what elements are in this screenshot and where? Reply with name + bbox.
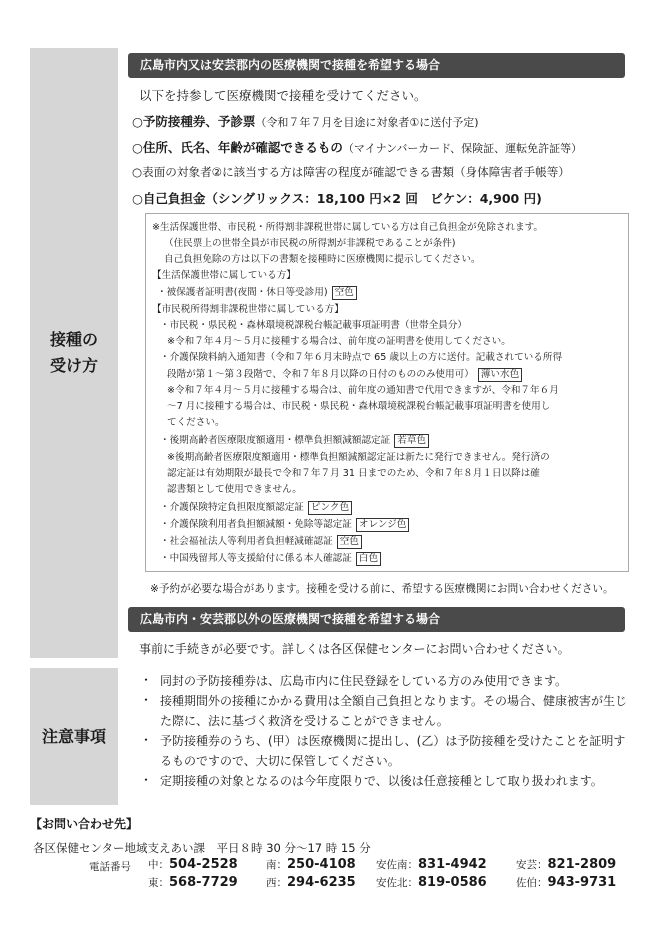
box-line: （住民票上の世帯全員が市民税の所得割が非課税であることが条件) xyxy=(164,238,456,249)
phone-entry: 佐伯：943-9731 xyxy=(516,875,617,890)
phone-entry: 中：504-2528 xyxy=(148,857,238,872)
note-bullet: ・ 同封の予防接種券は、広島市内に住民登録をしている方のみ使用できます。 xyxy=(140,673,568,688)
box-line: ・社会福祉法人等利用者負担軽減確認証 空色 xyxy=(160,535,362,549)
side-label-line2: 受け方 xyxy=(49,356,98,375)
phone-entry: 西：294-6235 xyxy=(266,875,356,890)
color-tag: 白色 xyxy=(356,552,381,566)
contact-title: 【お問い合わせ先】 xyxy=(30,817,139,831)
box-line: ※後期高齢者医療限度額適用・標準負担額減額認定証は新たに発行できません。発行済の xyxy=(167,452,550,463)
item-fee: ○自己負担金（シングリックス：18,100 円×2 回 ビケン：4,900 円) xyxy=(132,191,542,206)
note-bullet: ・ 定期接種の対象となるのは今年度限りで、以後は任意接種として取り扱われます。 xyxy=(140,773,603,788)
item-id: ○住所、氏名、年齢が確認できるもの（マイナンバーカード、保険証、運転免許証等） xyxy=(132,140,583,155)
item-disability-doc: ○表面の対象者②に該当する方は障害の程度が確認できる書類（身体障害者手帳等） xyxy=(132,165,570,179)
box-line: ・介護保険料納入通知書（令和７年６月末時点で 65 歳以上の方に送付。記載されている所得 xyxy=(160,352,563,363)
phone-entry: 東：568-7729 xyxy=(148,875,238,890)
note-bullet: ・ 接種期間外の接種にかかる費用は全額自己負担となります。その場合、健康被害が生じた際に、法に基づく救済を受けることができません。 xyxy=(140,693,628,728)
side-label-line1: 接種の xyxy=(49,330,98,349)
phone-label: 電話番号 xyxy=(89,861,131,873)
box-line: ・介護保険利用者負担額減額・免除等認定証 オレンジ色 xyxy=(160,518,409,532)
box-line: ・被保護者証明書(夜間・休日等受診用) 空色 xyxy=(157,286,357,300)
color-tag: 薄い水色 xyxy=(478,368,522,382)
note-bullet: ・ 予防接種券のうち、(甲）は医療機関に提出し、(乙）は予防接種を受けたことを証明するものですので、大切に保管してください。 xyxy=(140,733,626,768)
box-line: ※令和７年４月～５月に接種する場合は、前年度の通知書で代用できますが、令和７年６月 xyxy=(167,385,559,396)
header-outside-clinics: 広島市内・安芸郡以外の医療機関で接種を希望する場合 xyxy=(128,607,625,632)
section-label-vaccination xyxy=(30,48,118,658)
color-tag: ピンク色 xyxy=(308,501,352,515)
color-tag: 空色 xyxy=(332,286,357,300)
color-tag: オレンジ色 xyxy=(356,518,410,532)
box-line: ～7 月に接種する場合は、市民税・県民税・森林環境税課税台帳記載事項証明書を使用し xyxy=(167,401,551,412)
color-tag: 空色 xyxy=(337,535,362,549)
phone-entry: 安佐北：819-0586 xyxy=(376,875,487,890)
box-line: ・介護保険特定負担限度額認定証 ピンク色 xyxy=(160,501,352,515)
color-tag: 若草色 xyxy=(394,434,429,448)
phone-entry: 安佐南：831-4942 xyxy=(376,857,487,872)
section-label-notes xyxy=(30,668,118,805)
outside-text: 事前に手続きが必要です。詳しくは各区保健センターにお問い合わせください。 xyxy=(139,642,570,656)
box-line: ※令和７年４月～５月に接種する場合は、前年度の証明書を使用してください。 xyxy=(167,336,511,347)
item-ticket: ○予防接種券、予診票（令和７年７月を目途に対象者①に送付予定) xyxy=(132,114,479,129)
box-line: ・市民税・県民税・森林環境税課税台帳記載事項証明書（世帯全員分） xyxy=(160,320,467,331)
box-line: 認定証は有効期限が最長で令和７年７月 31 日までのため、令和７年８月１日以降は確 xyxy=(167,468,540,479)
box-line: ・後期高齢者医療限度額適用・標準負担額減額認定証 若草色 xyxy=(160,434,429,448)
phone-entry: 南：250-4108 xyxy=(266,857,356,872)
intro-text: 以下を持参して医療機関で接種を受けてください。 xyxy=(139,88,427,103)
phone-entry: 安芸：821-2809 xyxy=(516,857,617,872)
header-hiroshima-clinics: 広島市内又は安芸郡内の医療機関で接種を希望する場合 xyxy=(128,53,625,78)
box-line: 【市民税所得割非課税世帯に属している方】 xyxy=(152,304,344,315)
box-line: ※生活保護世帯、市民税・所得割非課税世帯に属している方は自己負担金が免除されます。 xyxy=(152,222,544,233)
contact-dept: 各区保健センター地域支えあい課 平日８時 30 分～17 時 15 分 xyxy=(33,841,371,855)
box-line: 段階が第１～第３段階で、令和７年８月以降の日付のもののみ使用可） 薄い水色 xyxy=(167,368,522,382)
side-label-notes: 注意事項 xyxy=(41,726,106,746)
box-line: ・中国残留邦人等支援給付に係る本人確認証 白色 xyxy=(160,552,381,566)
box-line: 自己負担免除の方は以下の書類を接種時に医療機関に提示してください。 xyxy=(164,254,481,265)
box-line: 【生活保護世帯に属している方】 xyxy=(152,270,296,281)
box-line: 認書類として使用できません。 xyxy=(167,484,302,495)
reservation-note: ※予約が必要な場合があります。接種を受ける前に、希望する医療機関にお問い合わせください。 xyxy=(150,583,614,595)
box-line: てください。 xyxy=(167,417,225,428)
